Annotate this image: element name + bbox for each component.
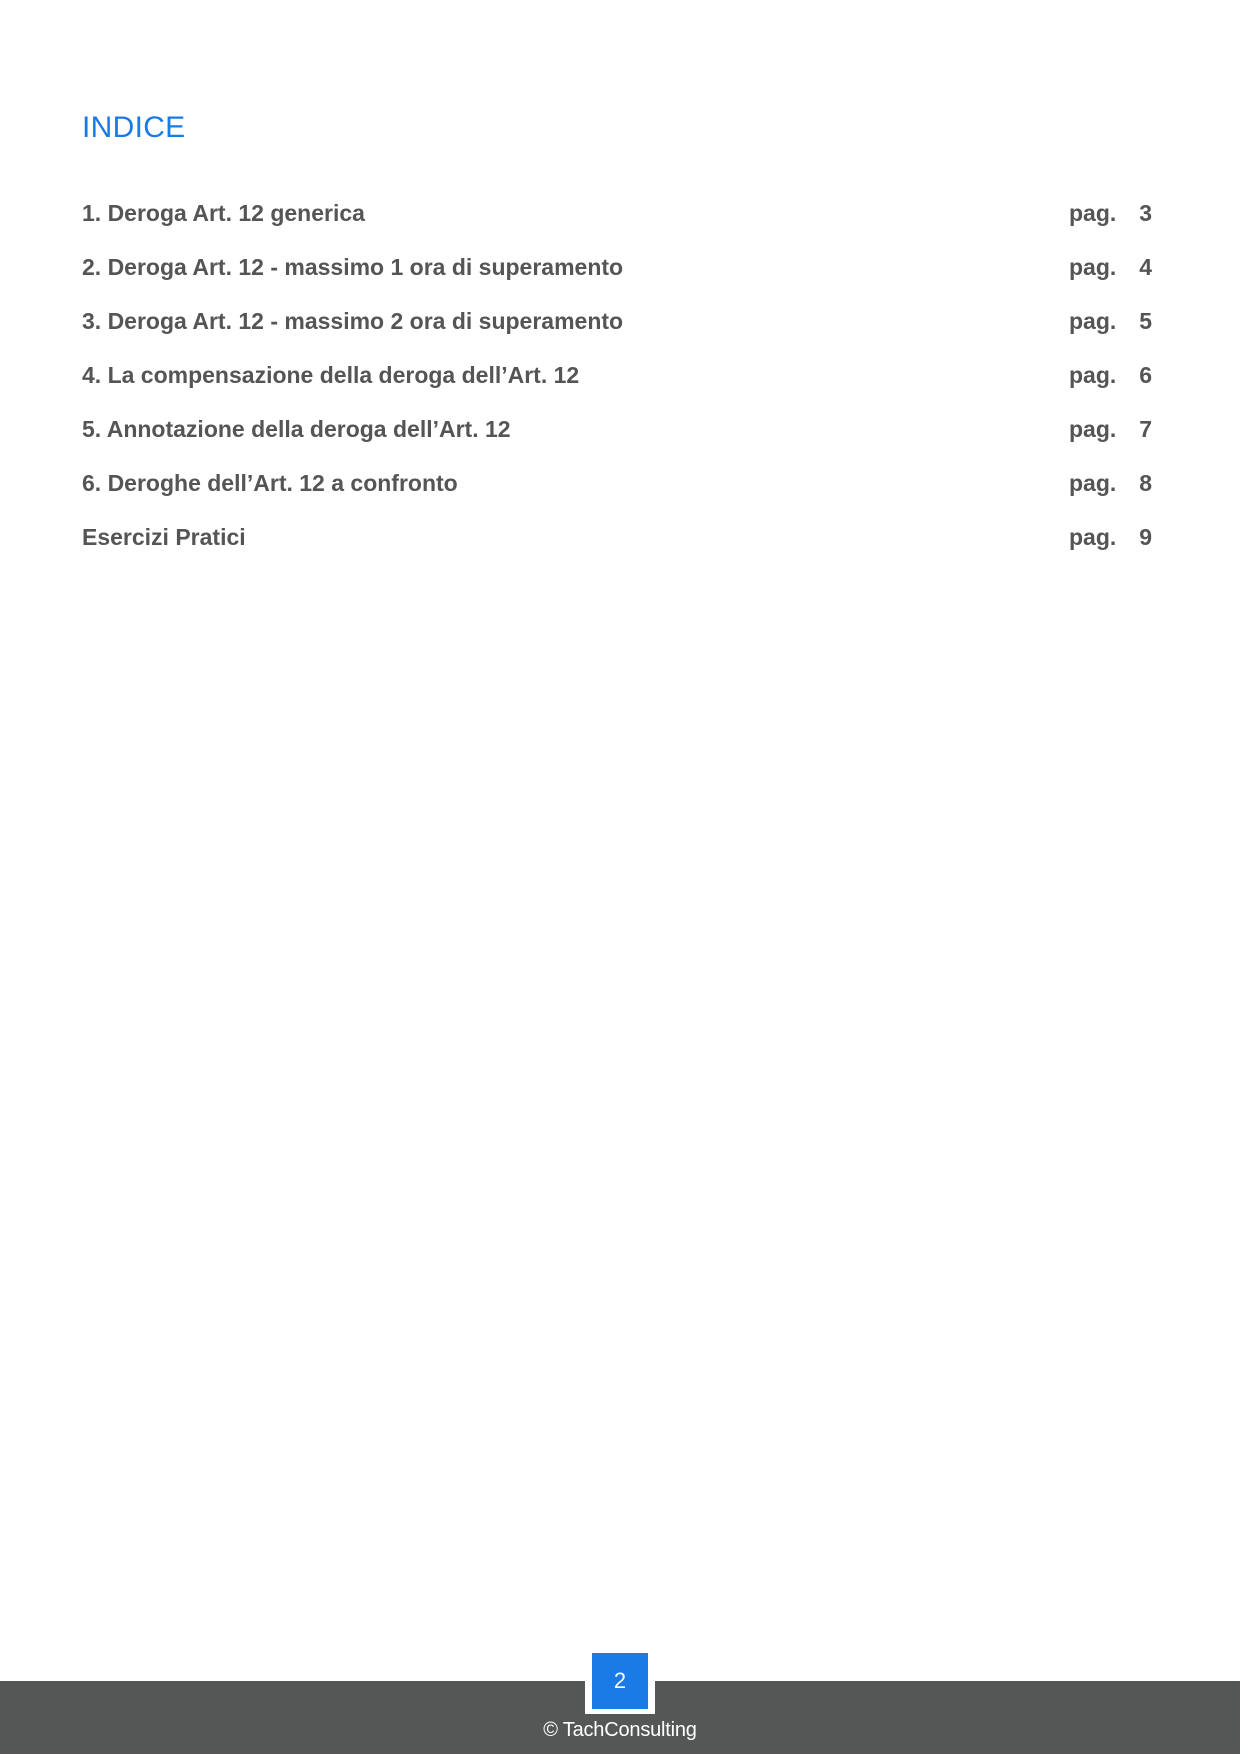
page-number-badge: 2 — [592, 1653, 648, 1709]
toc-entry-page-number: 7 — [1139, 416, 1152, 442]
toc-entry[interactable] — [82, 358, 1152, 412]
toc-entry-page-label: pag. — [1069, 416, 1117, 442]
toc-entry[interactable] — [82, 250, 1152, 304]
toc-entry-page-label: pag. — [1069, 524, 1117, 550]
toc-entry-page-number: 8 — [1139, 470, 1152, 496]
toc-entry-page-number: 6 — [1139, 362, 1152, 388]
toc-entry[interactable] — [82, 466, 1152, 520]
toc-entry-title: 6. Deroghe dell’Art. 12 a confronto — [82, 470, 458, 496]
toc-entry[interactable] — [82, 412, 1152, 466]
toc-entry-page-label: pag. — [1069, 308, 1117, 334]
toc-entry-title: 2. Deroga Art. 12 - massimo 1 ora di superamento — [82, 254, 624, 280]
toc-entry[interactable] — [82, 520, 1152, 574]
toc-entry-page-number: 5 — [1139, 308, 1152, 334]
toc-entry-title: Esercizi Pratici — [82, 524, 246, 550]
toc-entry-page-label: pag. — [1069, 254, 1117, 280]
table-of-contents — [82, 196, 1152, 574]
toc-entry[interactable] — [82, 196, 1152, 250]
toc-entry-page-label: pag. — [1069, 362, 1117, 388]
toc-entry-page-number: 9 — [1139, 524, 1152, 550]
toc-entry-page-label: pag. — [1069, 200, 1117, 226]
toc-entry[interactable] — [82, 304, 1152, 358]
toc-entry-page-number: 4 — [1139, 254, 1152, 280]
toc-entry-title: 3. Deroga Art. 12 - massimo 2 ora di superamento — [82, 308, 624, 334]
toc-entry-page-label: pag. — [1069, 470, 1117, 496]
toc-entry-title: 1. Deroga Art. 12 generica — [82, 200, 365, 226]
toc-entry-title: 5. Annotazione della deroga dell’Art. 12 — [82, 416, 511, 442]
toc-entry-page-number: 3 — [1139, 200, 1152, 226]
toc-entry-title: 4. La compensazione della deroga dell’Art. 12 — [82, 362, 580, 388]
page-title: INDICE — [82, 111, 186, 144]
footer-copyright: © TachConsulting — [543, 1719, 697, 1741]
